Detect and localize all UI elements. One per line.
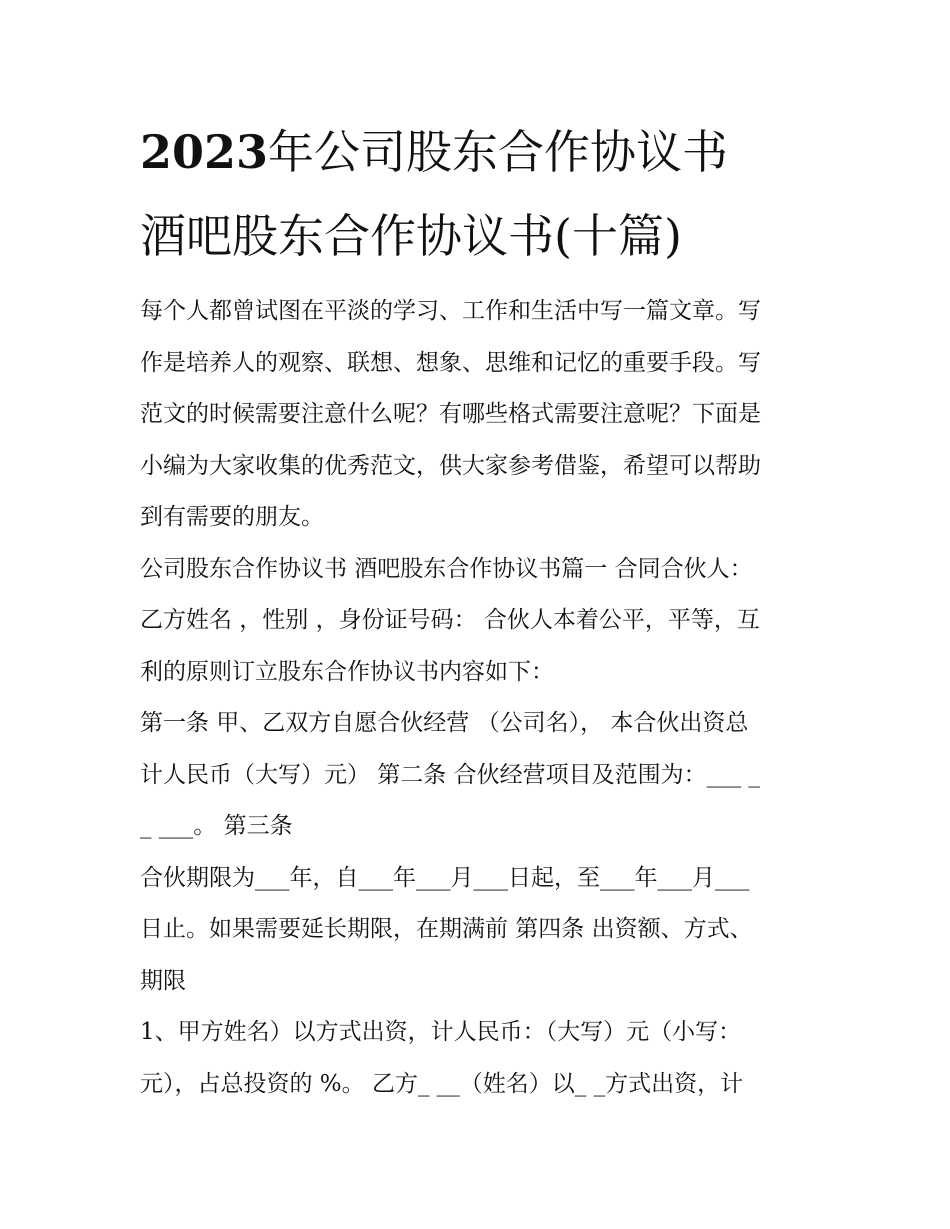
title-line-1-text: 年公司股东合作协议书 bbox=[268, 125, 729, 179]
paragraph-article-1-2 bbox=[140, 698, 812, 853]
text-line: 每个人都曾试图在平淡的学习、工作和生活中写一篇文章。写 bbox=[140, 298, 761, 324]
title-line-2: 酒吧股东合作协议书(十篇) bbox=[140, 209, 682, 263]
text-line: 公司股东合作协议书 酒吧股东合作协议书篇一 合同合伙人： bbox=[140, 555, 753, 582]
document-title bbox=[140, 110, 812, 278]
text-line: 元），占总投资的 %。 乙方_ __（姓名）以_ _方式出资，计 bbox=[140, 1070, 744, 1097]
text-line: 合伙期限为___年，自___年___月___日起，至___年___月___ bbox=[140, 864, 750, 891]
paragraph-parties bbox=[140, 544, 812, 699]
text-line: 到有需要的朋友。 bbox=[140, 504, 324, 530]
text-line: 乙方姓名 ，性别 ，身份证号码： 合伙人本着公平，平等，互 bbox=[140, 607, 760, 633]
text-line: 期限 bbox=[140, 967, 186, 994]
title-line-1 bbox=[140, 110, 812, 194]
document-body bbox=[140, 286, 812, 1110]
text-line: 日止。如果需要延长期限，在期满前 第四条 出资额、方式、 bbox=[140, 916, 753, 942]
text-line: 1、甲方姓名）以方式出资，计人民币：（大写）元（小写： bbox=[140, 1019, 742, 1045]
document-content bbox=[140, 110, 812, 1110]
text-line: 作是培养人的观察、联想、想象、思维和记忆的重要手段。写 bbox=[140, 349, 761, 376]
text-line: 计人民币（大写）元） 第二条 合伙经营项目及范围为：___ _ bbox=[140, 761, 760, 788]
text-line: 第一条 甲、乙双方自愿合伙经营 （公司名）， 本合伙出资总 bbox=[140, 710, 749, 736]
text-line: 小编为大家收集的优秀范文，供大家参考借鉴，希望可以帮助 bbox=[140, 452, 761, 479]
title-year: 2023 bbox=[140, 125, 269, 179]
text-line: 利的原则订立股东合作协议书内容如下： bbox=[140, 658, 554, 685]
paragraph-article-3-4 bbox=[140, 853, 812, 1008]
paragraph-contribution bbox=[140, 1007, 812, 1110]
paragraph-intro bbox=[140, 286, 812, 544]
text-line: 范文的时候需要注意什么呢？有哪些格式需要注意呢？下面是 bbox=[140, 401, 761, 427]
text-line: _ ___。 第三条 bbox=[140, 813, 293, 839]
